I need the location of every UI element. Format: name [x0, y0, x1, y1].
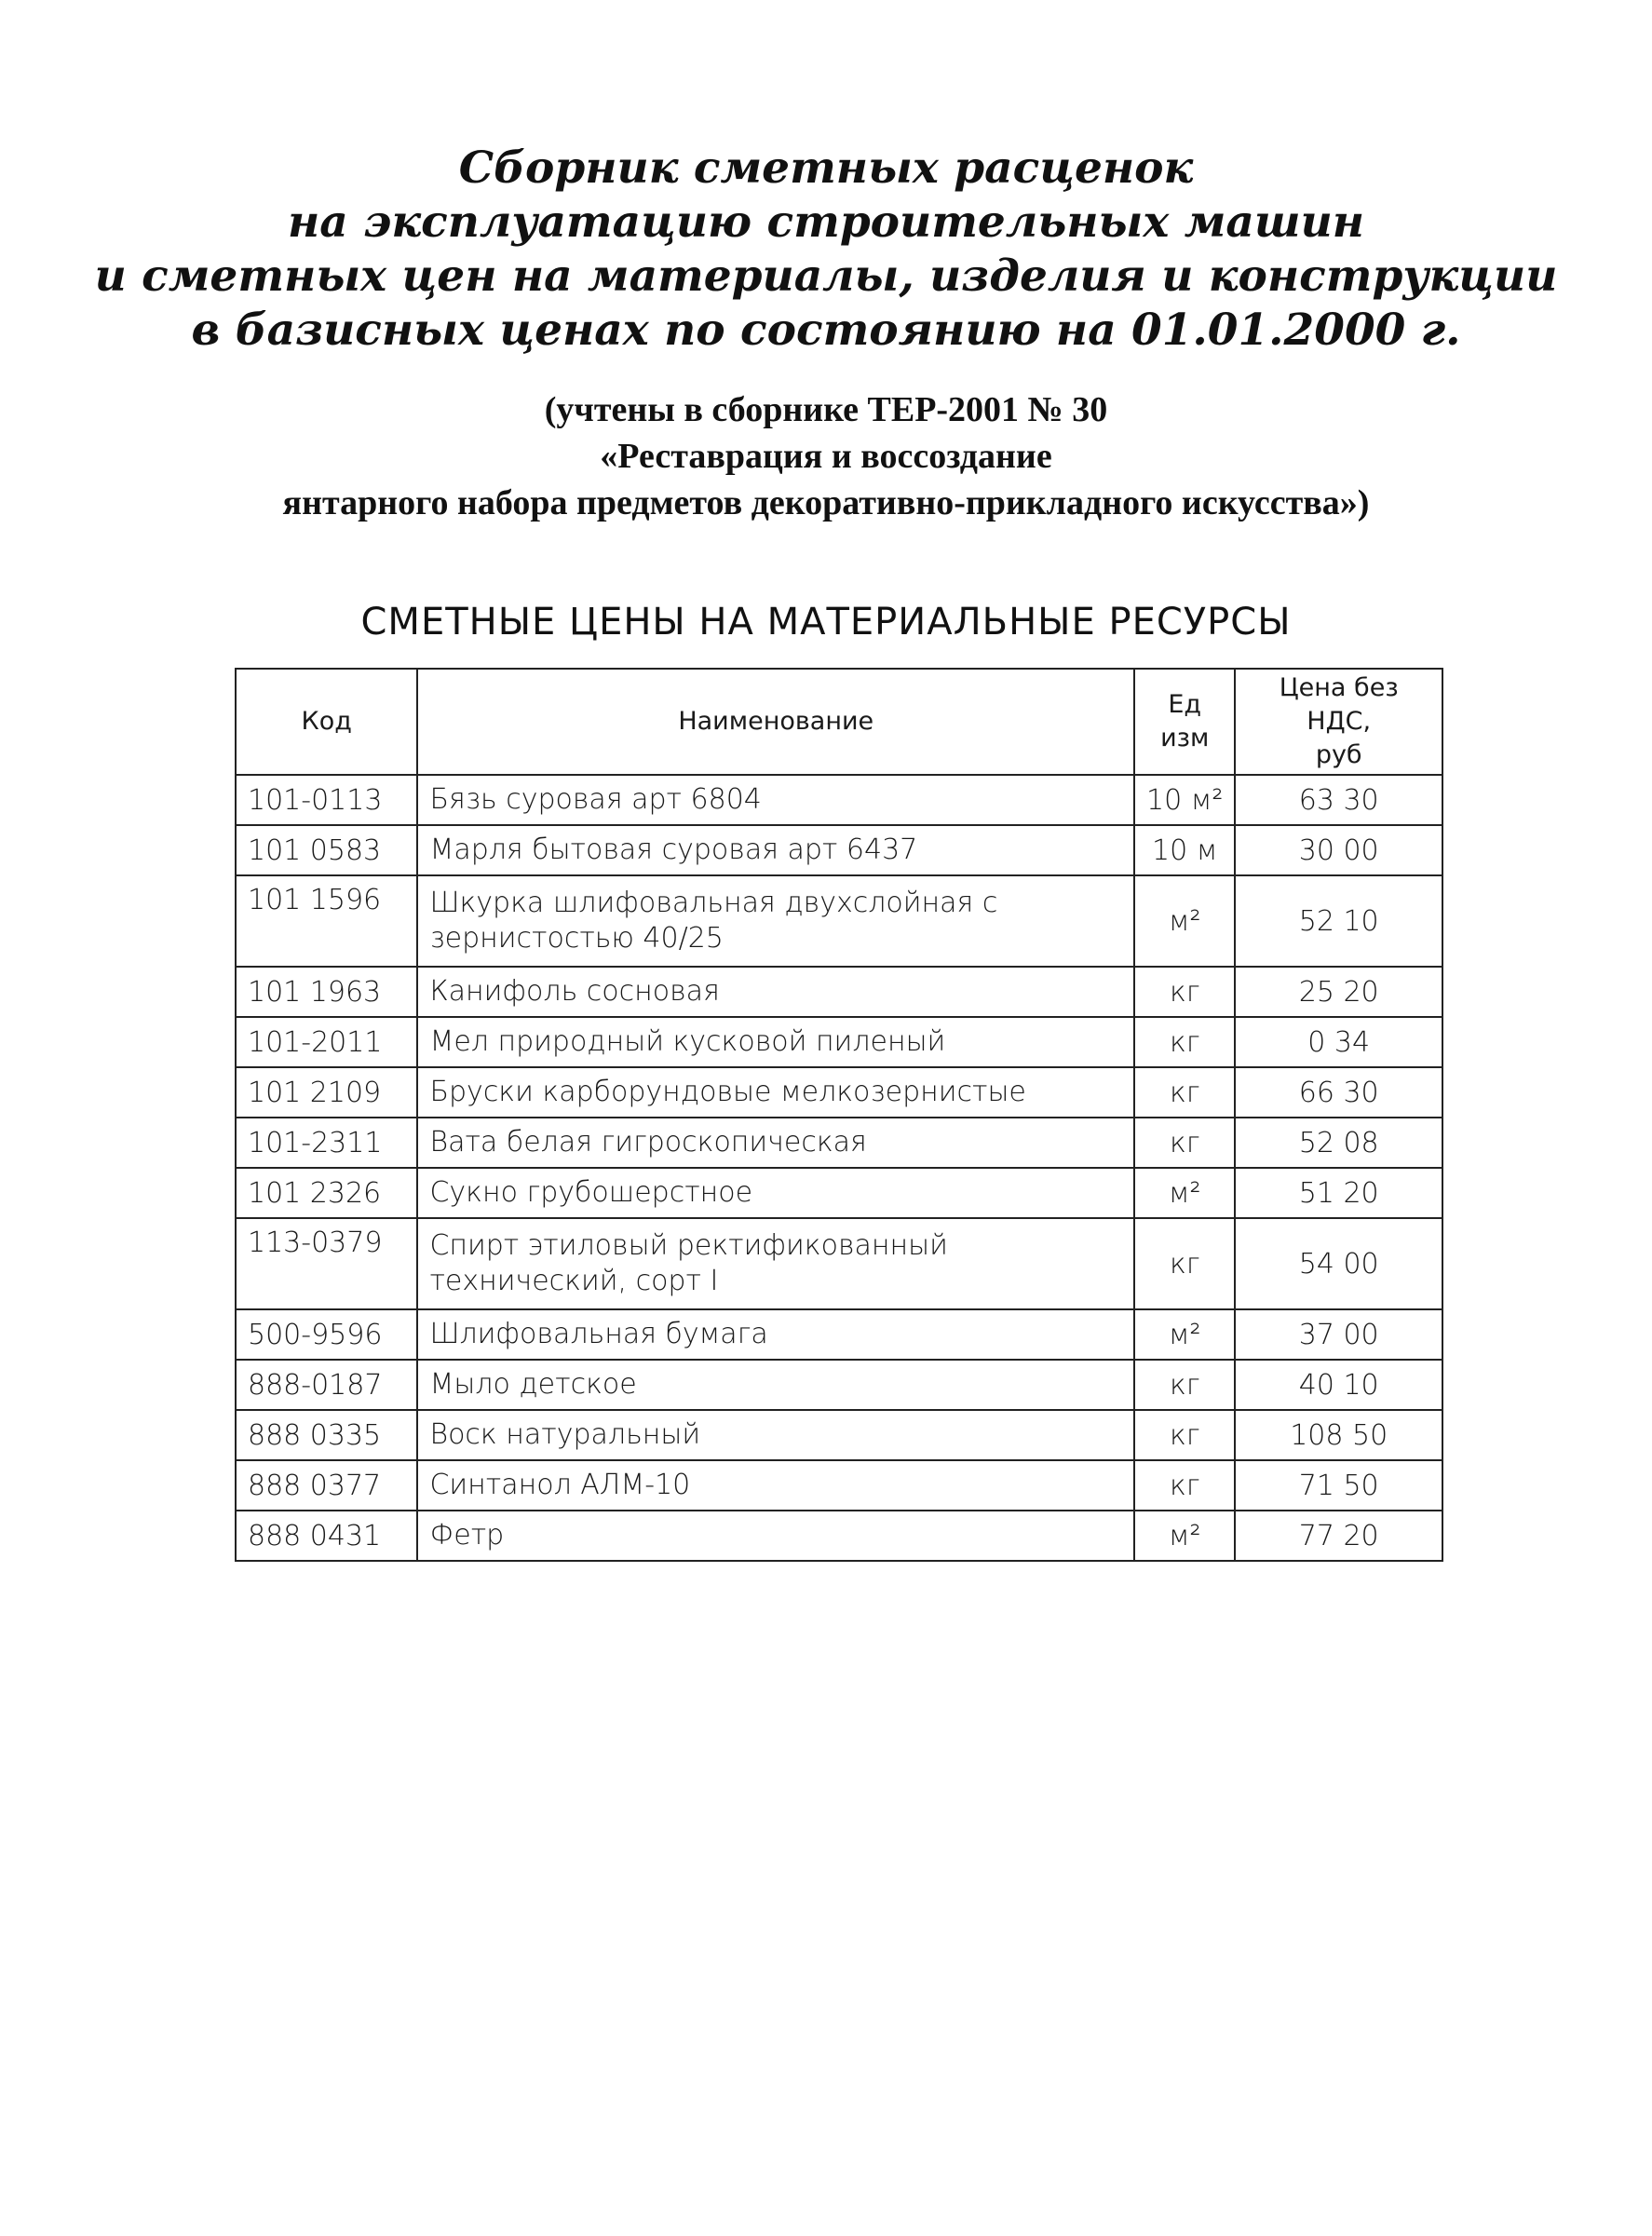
cell-code: 101 1963 [236, 967, 417, 1017]
title-line: на эксплуатацию строительных машин [287, 196, 1365, 248]
header-unit-line: Ед [1168, 690, 1202, 719]
cell-price: 52 10 [1235, 875, 1442, 967]
table-row [236, 1067, 1442, 1118]
cell-name: Шлифовальная бумага [417, 1309, 1134, 1360]
header-price [1235, 669, 1442, 775]
cell-name: Спирт этиловый ректификованный технический, сорт I [417, 1218, 1134, 1309]
cell-price: 77 20 [1235, 1511, 1442, 1561]
header-price-line: руб [1315, 740, 1362, 769]
cell-name: Воск натуральный [417, 1410, 1134, 1460]
table-row [236, 1118, 1442, 1168]
table-header-row [236, 669, 1442, 775]
cell-price: 30 00 [1235, 825, 1442, 875]
cell-price: 37 00 [1235, 1309, 1442, 1360]
cell-name: Шкурка шлифовальная двухслойная с зернистостью 40/25 [417, 875, 1134, 967]
cell-unit: кг [1134, 1017, 1235, 1067]
cell-name: Фетр [417, 1511, 1134, 1561]
cell-unit: м² [1134, 1168, 1235, 1218]
cell-name: Вата белая гигроскопическая [417, 1118, 1134, 1168]
table-row [236, 1511, 1442, 1561]
cell-unit: м² [1134, 1511, 1235, 1561]
cell-code: 888-0187 [236, 1360, 417, 1410]
cell-price: 0 34 [1235, 1017, 1442, 1067]
table-row [236, 1460, 1442, 1511]
cell-code: 101 2109 [236, 1067, 417, 1118]
cell-price: 52 08 [1235, 1118, 1442, 1168]
cell-unit: кг [1134, 1410, 1235, 1460]
table-row [236, 875, 1442, 967]
cell-name: Бруски карборундовые мелкозернистые [417, 1067, 1134, 1118]
cell-price: 25 20 [1235, 967, 1442, 1017]
cell-unit: м² [1134, 875, 1235, 967]
cell-name: Мыло детское [417, 1360, 1134, 1410]
document-subtitle [0, 386, 1652, 526]
document-title [0, 142, 1652, 358]
table-row [236, 1168, 1442, 1218]
cell-name: Марля бытовая суровая арт 6437 [417, 825, 1134, 875]
cell-price: 54 00 [1235, 1218, 1442, 1309]
cell-name: Бязь суровая арт 6804 [417, 775, 1134, 825]
header-price-line: Цена без НДС, [1279, 673, 1399, 736]
cell-code: 101 0583 [236, 825, 417, 875]
header-name: Наименование [417, 669, 1134, 775]
material-prices-table [235, 668, 1443, 1562]
title-line: и сметных цен на материалы, изделия и конструкции [94, 251, 1558, 302]
subtitle-line: «Реставрация и воссоздание [600, 437, 1052, 476]
cell-code: 500-9596 [236, 1309, 417, 1360]
table-row [236, 775, 1442, 825]
cell-name: Мел природный кусковой пиленый [417, 1017, 1134, 1067]
section-heading: СМЕТНЫЕ ЦЕНЫ НА МАТЕРИАЛЬНЫЕ РЕСУРСЫ [360, 601, 1292, 644]
header-unit [1134, 669, 1235, 775]
table-row [236, 1410, 1442, 1460]
cell-price: 40 10 [1235, 1360, 1442, 1410]
cell-price: 66 30 [1235, 1067, 1442, 1118]
cell-code: 101-2311 [236, 1118, 417, 1168]
cell-name: Канифоль сосновая [417, 967, 1134, 1017]
cell-price: 71 50 [1235, 1460, 1442, 1511]
cell-price: 63 30 [1235, 775, 1442, 825]
cell-unit: кг [1134, 1067, 1235, 1118]
subtitle-line: (учтены в сборнике ТЕР-2001 № 30 [544, 390, 1108, 429]
table-row [236, 1360, 1442, 1410]
cell-unit: кг [1134, 967, 1235, 1017]
cell-code: 888 0431 [236, 1511, 417, 1561]
cell-unit: кг [1134, 1460, 1235, 1511]
cell-unit: кг [1134, 1118, 1235, 1168]
table-row [236, 1218, 1442, 1309]
table-row [236, 967, 1442, 1017]
cell-unit: 10 м [1134, 825, 1235, 875]
cell-unit: кг [1134, 1360, 1235, 1410]
table-row [236, 825, 1442, 875]
cell-unit: кг [1134, 1218, 1235, 1309]
cell-price: 51 20 [1235, 1168, 1442, 1218]
cell-code: 101-2011 [236, 1017, 417, 1067]
header-code: Код [236, 669, 417, 775]
table-row [236, 1017, 1442, 1067]
cell-code: 101 1596 [236, 875, 417, 967]
header-unit-line: изм [1160, 724, 1210, 752]
cell-name: Синтанол АЛМ-10 [417, 1460, 1134, 1511]
cell-unit: 10 м² [1134, 775, 1235, 825]
title-line: в базисных ценах по состоянию на 01.01.2000 г. [191, 305, 1461, 356]
cell-price: 108 50 [1235, 1410, 1442, 1460]
table-row [236, 1309, 1442, 1360]
cell-code: 113-0379 [236, 1218, 417, 1309]
cell-name: Сукно грубошерстное [417, 1168, 1134, 1218]
cell-code: 888 0335 [236, 1410, 417, 1460]
cell-code: 101 2326 [236, 1168, 417, 1218]
cell-code: 888 0377 [236, 1460, 417, 1511]
subtitle-line: янтарного набора предметов декоративно-прикладного искусства») [282, 483, 1370, 522]
title-line: Сборник сметных расценок [458, 142, 1194, 194]
cell-code: 101-0113 [236, 775, 417, 825]
cell-unit: м² [1134, 1309, 1235, 1360]
